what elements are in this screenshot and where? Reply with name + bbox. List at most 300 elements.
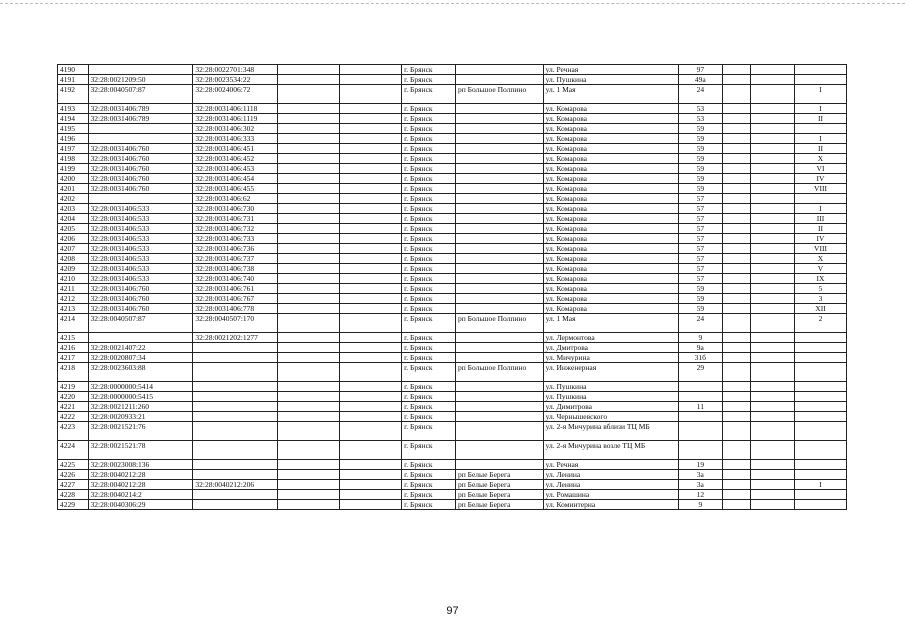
blank-cell-c-cell (722, 422, 751, 441)
blank-cell-d-cell (751, 85, 795, 104)
cadastral-number-cell: 32:28:0031406:455 (193, 184, 277, 194)
house-number-cell: 9а (678, 343, 722, 353)
row-number-cell: 4213 (58, 304, 89, 314)
city-cell: г. Брянск (402, 422, 456, 441)
table-row (58, 234, 847, 244)
house-number-cell: 53 (678, 114, 722, 124)
row-number-cell: 4214 (58, 314, 89, 333)
unit-number-cell (794, 194, 846, 204)
settlement-cell (456, 184, 544, 194)
street-cell: ул. Комарова (543, 274, 678, 284)
table-row (58, 254, 847, 264)
blank-cell-b-cell (339, 154, 401, 164)
table-row (58, 274, 847, 284)
cadastral-number-cell: 32:28:0031406:738 (193, 264, 277, 274)
house-number-cell (678, 422, 722, 441)
house-number-cell: 57 (678, 204, 722, 214)
blank-cell-b-cell (339, 144, 401, 154)
cadastral-number-parent-cell: 32:28:0031406:760 (88, 184, 193, 194)
cadastral-number-parent-cell: 32:28:0000000:5415 (88, 392, 193, 402)
settlement-cell (456, 124, 544, 134)
street-cell: ул. Комарова (543, 254, 678, 264)
blank-cell-d-cell (751, 134, 795, 144)
settlement-cell (456, 343, 544, 353)
row-number-cell: 4200 (58, 174, 89, 184)
unit-number-cell: VI (794, 164, 846, 174)
city-cell: г. Брянск (402, 224, 456, 234)
cadastral-number-parent-cell: 32:28:0021209:50 (88, 75, 193, 85)
table-row (58, 154, 847, 164)
unit-number-cell: I (794, 204, 846, 214)
blank-cell-a-cell (277, 134, 339, 144)
street-cell: ул. Комарова (543, 284, 678, 294)
row-number-cell: 4206 (58, 234, 89, 244)
street-cell: ул. Комарова (543, 244, 678, 254)
cadastral-number-cell (193, 460, 277, 470)
cadastral-number-cell (193, 441, 277, 460)
blank-cell-b-cell (339, 304, 401, 314)
cadastral-number-cell: 32:28:0031406:737 (193, 254, 277, 264)
settlement-cell (456, 254, 544, 264)
city-cell: г. Брянск (402, 382, 456, 392)
blank-cell-c-cell (722, 134, 751, 144)
cadastral-number-cell: 32:28:0031406:1119 (193, 114, 277, 124)
street-cell: ул. Комарова (543, 104, 678, 114)
settlement-cell (456, 174, 544, 184)
house-number-cell: 57 (678, 254, 722, 264)
cadastral-number-cell (193, 412, 277, 422)
blank-cell-c-cell (722, 343, 751, 353)
blank-cell-a-cell (277, 204, 339, 214)
blank-cell-d-cell (751, 314, 795, 333)
table-row (58, 363, 847, 382)
settlement-cell (456, 264, 544, 274)
row-number-cell: 4223 (58, 422, 89, 441)
cadastral-number-cell: 32:28:0031406:302 (193, 124, 277, 134)
blank-cell-a-cell (277, 490, 339, 500)
row-number-cell: 4229 (58, 500, 89, 510)
blank-cell-d-cell (751, 194, 795, 204)
house-number-cell (678, 441, 722, 460)
cadastral-number-parent-cell: 32:28:0031406:533 (88, 264, 193, 274)
blank-cell-a-cell (277, 254, 339, 264)
house-number-cell (678, 382, 722, 392)
settlement-cell: рп Большое Полпино (456, 363, 544, 382)
table-row (58, 264, 847, 274)
table-row (58, 343, 847, 353)
blank-cell-a-cell (277, 234, 339, 244)
cadastral-number-parent-cell: 32:28:0031406:760 (88, 144, 193, 154)
city-cell: г. Брянск (402, 85, 456, 104)
blank-cell-c-cell (722, 164, 751, 174)
blank-cell-a-cell (277, 304, 339, 314)
cadastral-number-parent-cell: 32:28:0031406:533 (88, 274, 193, 284)
table-row (58, 480, 847, 490)
blank-cell-b-cell (339, 460, 401, 470)
blank-cell-d-cell (751, 164, 795, 174)
blank-cell-d-cell (751, 470, 795, 480)
unit-number-cell: X (794, 254, 846, 264)
unit-number-cell (794, 500, 846, 510)
cadastral-number-parent-cell: 32:28:0021521:76 (88, 422, 193, 441)
blank-cell-a-cell (277, 124, 339, 134)
city-cell: г. Брянск (402, 234, 456, 244)
city-cell: г. Брянск (402, 284, 456, 294)
unit-number-cell: I (794, 104, 846, 114)
house-number-cell: 49а (678, 75, 722, 85)
unit-number-cell (794, 402, 846, 412)
unit-number-cell (794, 333, 846, 343)
blank-cell-a-cell (277, 363, 339, 382)
row-number-cell: 4205 (58, 224, 89, 234)
row-number-cell: 4209 (58, 264, 89, 274)
unit-number-cell: III (794, 214, 846, 224)
blank-cell-c-cell (722, 65, 751, 75)
blank-cell-d-cell (751, 104, 795, 114)
blank-cell-b-cell (339, 470, 401, 480)
cadastral-number-parent-cell: 32:28:0040507:87 (88, 314, 193, 333)
blank-cell-a-cell (277, 274, 339, 284)
house-number-cell: 57 (678, 214, 722, 224)
blank-cell-d-cell (751, 333, 795, 343)
table-row (58, 304, 847, 314)
blank-cell-b-cell (339, 422, 401, 441)
cadastral-number-parent-cell: 32:28:0031406:789 (88, 104, 193, 114)
scan-edge-line (0, 3, 905, 4)
blank-cell-b-cell (339, 164, 401, 174)
blank-cell-a-cell (277, 294, 339, 304)
blank-cell-d-cell (751, 264, 795, 274)
row-number-cell: 4191 (58, 75, 89, 85)
unit-number-cell: 2 (794, 314, 846, 333)
row-number-cell: 4215 (58, 333, 89, 343)
blank-cell-b-cell (339, 174, 401, 184)
city-cell: г. Брянск (402, 194, 456, 204)
blank-cell-b-cell (339, 234, 401, 244)
house-number-cell: 24 (678, 314, 722, 333)
house-number-cell: 12 (678, 490, 722, 500)
blank-cell-d-cell (751, 254, 795, 264)
cadastral-number-parent-cell: 32:28:0023008:136 (88, 460, 193, 470)
unit-number-cell: VIII (794, 184, 846, 194)
blank-cell-a-cell (277, 104, 339, 114)
blank-cell-d-cell (751, 382, 795, 392)
blank-cell-a-cell (277, 392, 339, 402)
cadastral-number-cell: 32:28:0031406:778 (193, 304, 277, 314)
blank-cell-c-cell (722, 304, 751, 314)
blank-cell-a-cell (277, 402, 339, 412)
row-number-cell: 4211 (58, 284, 89, 294)
street-cell: ул. Комарова (543, 114, 678, 124)
unit-number-cell: II (794, 114, 846, 124)
blank-cell-d-cell (751, 304, 795, 314)
cadastral-number-cell: 32:28:0021202:1277 (193, 333, 277, 343)
street-cell: ул. Комарова (543, 144, 678, 154)
cadastral-number-parent-cell (88, 194, 193, 204)
blank-cell-c-cell (722, 333, 751, 343)
city-cell: г. Брянск (402, 500, 456, 510)
cadastral-number-parent-cell (88, 134, 193, 144)
unit-number-cell (794, 392, 846, 402)
blank-cell-c-cell (722, 490, 751, 500)
blank-cell-b-cell (339, 244, 401, 254)
row-number-cell: 4222 (58, 412, 89, 422)
city-cell: г. Брянск (402, 164, 456, 174)
blank-cell-a-cell (277, 480, 339, 490)
city-cell: г. Брянск (402, 134, 456, 144)
blank-cell-c-cell (722, 500, 751, 510)
blank-cell-b-cell (339, 85, 401, 104)
city-cell: г. Брянск (402, 254, 456, 264)
unit-number-cell (794, 460, 846, 470)
blank-cell-a-cell (277, 214, 339, 224)
cadastral-number-parent-cell: 32:28:0031406:533 (88, 214, 193, 224)
table-row (58, 224, 847, 234)
house-number-cell (678, 392, 722, 402)
city-cell: г. Брянск (402, 490, 456, 500)
blank-cell-a-cell (277, 224, 339, 234)
house-number-cell: 31б (678, 353, 722, 363)
row-number-cell: 4225 (58, 460, 89, 470)
settlement-cell (456, 412, 544, 422)
blank-cell-b-cell (339, 412, 401, 422)
city-cell: г. Брянск (402, 363, 456, 382)
blank-cell-c-cell (722, 224, 751, 234)
cadastral-number-cell (193, 490, 277, 500)
city-cell: г. Брянск (402, 333, 456, 343)
cadastral-number-parent-cell: 32:28:0031406:533 (88, 254, 193, 264)
unit-number-cell: I (794, 134, 846, 144)
blank-cell-c-cell (722, 402, 751, 412)
city-cell: г. Брянск (402, 144, 456, 154)
blank-cell-d-cell (751, 500, 795, 510)
blank-cell-b-cell (339, 194, 401, 204)
street-cell: ул. Комарова (543, 174, 678, 184)
blank-cell-c-cell (722, 363, 751, 382)
cadastral-number-cell: 32:28:0024006:72 (193, 85, 277, 104)
city-cell: г. Брянск (402, 65, 456, 75)
unit-number-cell: IV (794, 174, 846, 184)
row-number-cell: 4204 (58, 214, 89, 224)
unit-number-cell (794, 124, 846, 134)
blank-cell-b-cell (339, 353, 401, 363)
settlement-cell (456, 244, 544, 254)
cadastral-number-cell: 32:28:0031406:767 (193, 294, 277, 304)
table-row (58, 402, 847, 412)
street-cell: ул. Ромашина (543, 490, 678, 500)
row-number-cell: 4198 (58, 154, 89, 164)
street-cell: ул. Комарова (543, 204, 678, 214)
settlement-cell (456, 304, 544, 314)
blank-cell-d-cell (751, 392, 795, 402)
settlement-cell (456, 422, 544, 441)
cadastral-number-cell (193, 402, 277, 412)
city-cell: г. Брянск (402, 402, 456, 412)
cadastral-number-parent-cell: 32:28:0021407:22 (88, 343, 193, 353)
cadastral-number-cell: 32:28:0031406:736 (193, 244, 277, 254)
city-cell: г. Брянск (402, 392, 456, 402)
blank-cell-b-cell (339, 343, 401, 353)
cadastral-number-cell: 32:28:0031406:730 (193, 204, 277, 214)
street-cell: ул. Комарова (543, 124, 678, 134)
settlement-cell (456, 353, 544, 363)
settlement-cell (456, 402, 544, 412)
blank-cell-b-cell (339, 392, 401, 402)
row-number-cell: 4221 (58, 402, 89, 412)
settlement-cell (456, 382, 544, 392)
blank-cell-c-cell (722, 460, 751, 470)
row-number-cell: 4210 (58, 274, 89, 284)
settlement-cell (456, 294, 544, 304)
blank-cell-b-cell (339, 294, 401, 304)
settlement-cell (456, 333, 544, 343)
settlement-cell (456, 284, 544, 294)
city-cell: г. Брянск (402, 154, 456, 164)
row-number-cell: 4227 (58, 480, 89, 490)
settlement-cell: рп Белые Берега (456, 480, 544, 490)
cadastral-number-cell (193, 470, 277, 480)
table-row (58, 194, 847, 204)
blank-cell-d-cell (751, 154, 795, 164)
house-number-cell: 57 (678, 264, 722, 274)
cadastral-number-parent-cell: 32:28:0040212:28 (88, 470, 193, 480)
city-cell: г. Брянск (402, 274, 456, 284)
cadastral-number-cell: 32:28:0031406:453 (193, 164, 277, 174)
blank-cell-d-cell (751, 294, 795, 304)
house-number-cell: 59 (678, 284, 722, 294)
blank-cell-d-cell (751, 65, 795, 75)
settlement-cell (456, 224, 544, 234)
blank-cell-b-cell (339, 402, 401, 412)
blank-cell-d-cell (751, 353, 795, 363)
blank-cell-c-cell (722, 75, 751, 85)
blank-cell-b-cell (339, 382, 401, 392)
city-cell: г. Брянск (402, 314, 456, 333)
row-number-cell: 4201 (58, 184, 89, 194)
unit-number-cell: II (794, 144, 846, 154)
unit-number-cell: II (794, 224, 846, 234)
cadastral-number-cell: 32:28:0031406:733 (193, 234, 277, 244)
table-row (58, 164, 847, 174)
cadastral-number-parent-cell: 32:28:0031406:533 (88, 234, 193, 244)
cadastral-number-parent-cell: 32:28:0031406:760 (88, 304, 193, 314)
blank-cell-b-cell (339, 184, 401, 194)
blank-cell-c-cell (722, 480, 751, 490)
city-cell: г. Брянск (402, 304, 456, 314)
house-number-cell: 59 (678, 304, 722, 314)
city-cell: г. Брянск (402, 174, 456, 184)
blank-cell-a-cell (277, 164, 339, 174)
blank-cell-d-cell (751, 490, 795, 500)
cadastral-number-parent-cell: 32:28:0031406:760 (88, 284, 193, 294)
table-row (58, 314, 847, 333)
blank-cell-b-cell (339, 134, 401, 144)
street-cell: ул. Комарова (543, 134, 678, 144)
blank-cell-b-cell (339, 224, 401, 234)
settlement-cell (456, 144, 544, 154)
house-number-cell: 29 (678, 363, 722, 382)
blank-cell-c-cell (722, 234, 751, 244)
house-number-cell: 9 (678, 333, 722, 343)
blank-cell-b-cell (339, 104, 401, 114)
cadastral-number-parent-cell: 32:28:0040212:28 (88, 480, 193, 490)
blank-cell-a-cell (277, 500, 339, 510)
cadastral-number-parent-cell: 32:28:0031406:760 (88, 164, 193, 174)
unit-number-cell (794, 75, 846, 85)
house-number-cell: 59 (678, 184, 722, 194)
blank-cell-c-cell (722, 214, 751, 224)
blank-cell-b-cell (339, 75, 401, 85)
cadastral-number-parent-cell: 32:28:0000000:5414 (88, 382, 193, 392)
cadastral-number-cell: 32:28:0031406:732 (193, 224, 277, 234)
row-number-cell: 4193 (58, 104, 89, 114)
city-cell: г. Брянск (402, 294, 456, 304)
blank-cell-a-cell (277, 85, 339, 104)
settlement-cell: рп Большое Полпино (456, 85, 544, 104)
table-row (58, 65, 847, 75)
blank-cell-c-cell (722, 104, 751, 114)
blank-cell-a-cell (277, 333, 339, 343)
blank-cell-b-cell (339, 490, 401, 500)
blank-cell-a-cell (277, 174, 339, 184)
city-cell: г. Брянск (402, 114, 456, 124)
blank-cell-d-cell (751, 343, 795, 353)
table-row (58, 490, 847, 500)
settlement-cell (456, 134, 544, 144)
cadastral-number-cell: 32:28:0023534:22 (193, 75, 277, 85)
table-row (58, 114, 847, 124)
cadastral-number-parent-cell: 32:28:0020933:21 (88, 412, 193, 422)
cadastral-number-cell (193, 353, 277, 363)
unit-number-cell: XII (794, 304, 846, 314)
city-cell: г. Брянск (402, 244, 456, 254)
table-row (58, 382, 847, 392)
blank-cell-b-cell (339, 204, 401, 214)
blank-cell-b-cell (339, 333, 401, 343)
blank-cell-b-cell (339, 114, 401, 124)
cadastral-number-parent-cell: 32:28:0031406:533 (88, 244, 193, 254)
blank-cell-c-cell (722, 412, 751, 422)
table-row (58, 124, 847, 134)
unit-number-cell (794, 422, 846, 441)
cadastral-number-parent-cell (88, 333, 193, 343)
blank-cell-d-cell (751, 274, 795, 284)
blank-cell-b-cell (339, 264, 401, 274)
blank-cell-c-cell (722, 392, 751, 402)
blank-cell-c-cell (722, 264, 751, 274)
city-cell: г. Брянск (402, 460, 456, 470)
table-row (58, 134, 847, 144)
unit-number-cell (794, 490, 846, 500)
cadastral-number-parent-cell: 32:28:0040507:87 (88, 85, 193, 104)
row-number-cell: 4217 (58, 353, 89, 363)
blank-cell-d-cell (751, 124, 795, 134)
settlement-cell (456, 104, 544, 114)
city-cell: г. Брянск (402, 124, 456, 134)
settlement-cell (456, 154, 544, 164)
city-cell: г. Брянск (402, 184, 456, 194)
city-cell: г. Брянск (402, 480, 456, 490)
cadastral-number-cell: 32:28:0031406:452 (193, 154, 277, 164)
blank-cell-d-cell (751, 412, 795, 422)
city-cell: г. Брянск (402, 104, 456, 114)
blank-cell-c-cell (722, 194, 751, 204)
unit-number-cell: V (794, 264, 846, 274)
table-row (58, 244, 847, 254)
unit-number-cell (794, 412, 846, 422)
blank-cell-c-cell (722, 284, 751, 294)
blank-cell-b-cell (339, 500, 401, 510)
